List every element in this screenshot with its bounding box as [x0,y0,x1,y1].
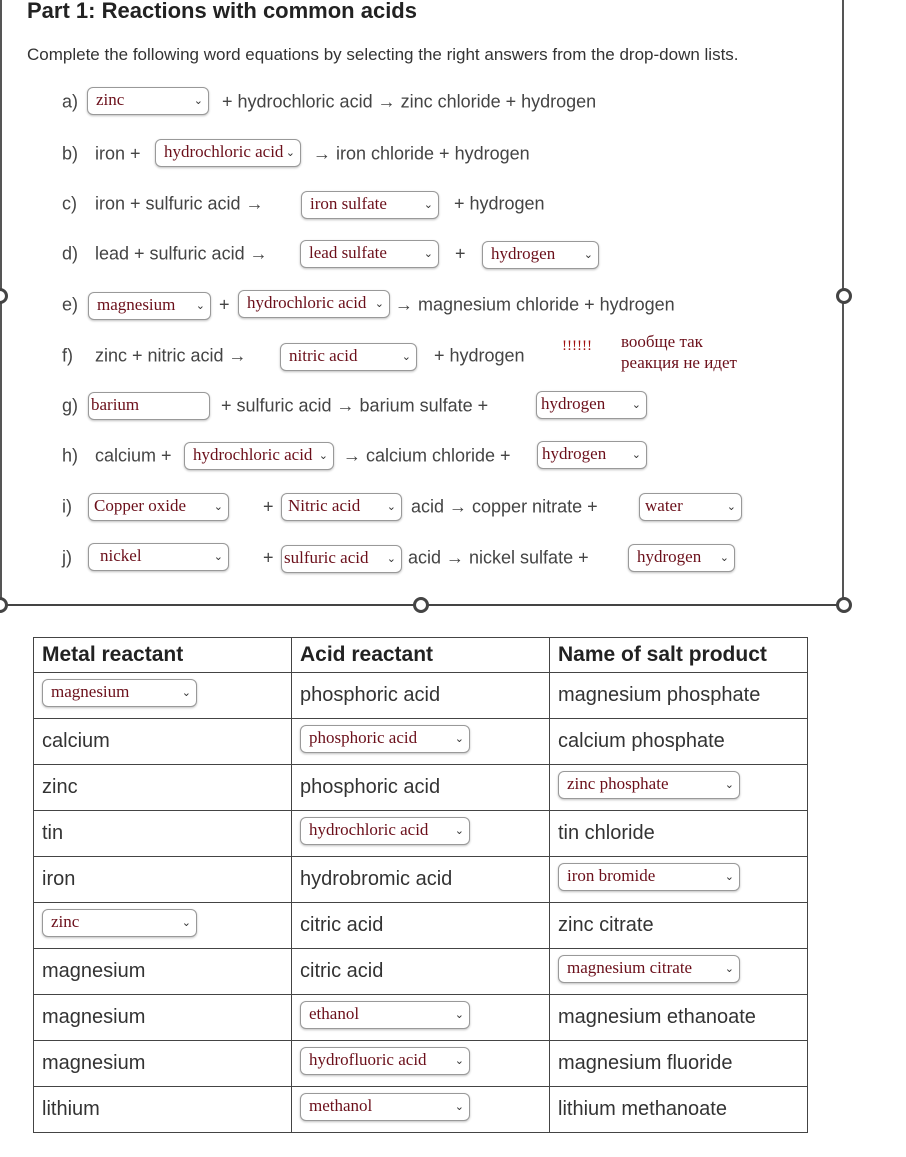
table-cell [292,811,550,857]
chevron-down-icon: ⌄ [726,500,736,513]
eq-label: e) [62,294,79,315]
chevron-down-icon: ⌄ [318,449,328,462]
chevron-down-icon: ⌄ [631,398,641,411]
input-value: barium [91,395,140,414]
eq-text: → magnesium chloride + hydrogen [395,294,675,315]
dropdown-i-2[interactable] [281,493,402,521]
chevron-down-icon: ⌄ [454,1099,464,1113]
table-cell [292,1087,550,1133]
annotation-note [621,331,737,373]
table-cell [34,903,292,949]
chevron-down-icon: ⌄ [719,551,729,564]
dropdown-value: sulfuric acid [284,548,369,567]
annotation-marks: !!!!!! [562,338,592,354]
table-cell [550,673,808,719]
dropdown-value: hydrogen [637,547,702,566]
resize-handle-side-right[interactable] [836,288,852,304]
dropdown-e-1[interactable] [88,292,211,320]
chevron-down-icon: ⌄ [631,448,641,461]
dropdown-i-3[interactable] [639,493,742,521]
eq-text: acid → nickel sulfate + [408,547,589,568]
table-dropdown[interactable] [42,909,197,937]
dropdown-a-1[interactable] [87,87,209,115]
eq-text: iron + [95,143,141,164]
chevron-down-icon: ⌄ [454,823,464,837]
dropdown-value: hydrogen [542,444,607,463]
chevron-down-icon: ⌄ [583,248,593,261]
eq-text: + [219,294,230,315]
eq-label: f) [62,345,73,366]
chevron-down-icon: ⌄ [195,299,205,312]
dropdown-g-1[interactable] [536,391,647,419]
salt-table [33,637,808,1133]
cell-text: magnesium [42,1006,146,1028]
dropdown-j-2[interactable] [281,545,402,573]
chevron-down-icon: ⌄ [181,915,191,929]
dropdown-b-1[interactable] [155,139,301,167]
table-cell [292,949,550,995]
chevron-down-icon: ⌄ [423,247,433,260]
table-dropdown[interactable] [300,725,470,753]
cell-text: calcium phosphate [558,730,725,752]
dropdown-c-1[interactable] [301,191,439,219]
annotation-line: вообще так [621,332,703,351]
instructions: Complete the following word equations by selecting the right answers from the drop-down lists. [27,45,739,64]
cell-text: magnesium ethanoate [558,1006,756,1028]
eq-text: → calcium chloride + [343,445,511,466]
table-row [34,1041,808,1087]
dropdown-d-1[interactable] [300,240,439,268]
table-row [34,1087,808,1133]
chevron-down-icon: ⌄ [213,500,223,513]
eq-text: + sulfuric acid → barium sulfate + [221,395,489,416]
eq-text: lead + sulfuric acid → [95,243,268,264]
eq-label: d) [62,243,79,264]
eq-text: + hydrogen [434,345,525,366]
table-row [34,995,808,1041]
dropdown-value: magnesium [51,681,130,701]
table-row [34,903,808,949]
dropdown-value: hydrogen [541,394,606,413]
eq-text: + [455,243,466,264]
table-row [34,949,808,995]
eq-label: b) [62,143,79,164]
cell-text: phosphoric acid [300,776,441,798]
table-cell [34,949,292,995]
column-header: Acid reactant [292,638,550,673]
column-header: Metal reactant [34,638,292,673]
table-cell [292,995,550,1041]
eq-text: + hydrogen [454,193,545,214]
dropdown-value: hydrochloric acid [193,445,313,464]
table-header-row [34,638,808,673]
chevron-down-icon: ⌄ [193,94,203,107]
table-cell [34,995,292,1041]
eq-label: i) [62,496,72,517]
table-cell [292,673,550,719]
table-cell [550,949,808,995]
cell-text: hydrobromic acid [300,868,453,890]
table-dropdown[interactable] [300,817,470,845]
cell-text: zinc citrate [558,914,654,936]
chevron-down-icon: ⌄ [454,1007,464,1021]
cell-text: citric acid [300,960,384,982]
table-cell [550,811,808,857]
resize-handle-right[interactable] [836,597,852,613]
table-cell [550,1041,808,1087]
eq-label: a) [62,91,79,112]
dropdown-value: Nitric acid [288,496,361,515]
cell-text: phosphoric acid [300,684,441,706]
dropdown-value: magnesium citrate [567,957,693,977]
eq-label: h) [62,445,79,466]
eq-label: c) [62,193,77,214]
eq-text: + [263,496,274,517]
cell-text: calcium [42,730,110,752]
dropdown-value: ethanol [309,1003,360,1023]
table-cell [34,1041,292,1087]
table-cell [34,719,292,765]
table-cell [550,857,808,903]
chevron-down-icon: ⌄ [401,350,411,363]
dropdown-h-1[interactable] [184,442,334,470]
dropdown-i-1[interactable] [88,493,229,521]
cell-text: magnesium fluoride [558,1052,733,1074]
table-cell [292,1041,550,1087]
cell-text: citric acid [300,914,384,936]
dropdown-value: magnesium [97,295,176,314]
cell-text: zinc [42,776,78,798]
table-dropdown[interactable] [300,1001,470,1029]
dropdown-value: nitric acid [289,346,358,365]
chevron-down-icon: ⌄ [454,1053,464,1067]
eq-label: g) [62,395,79,416]
dropdown-value: methanol [309,1095,373,1115]
chevron-down-icon: ⌄ [181,685,191,699]
dropdown-value: zinc phosphate [567,773,669,793]
chevron-down-icon: ⌄ [285,146,295,159]
table-dropdown[interactable] [42,679,197,707]
table-cell [34,857,292,903]
table-row [34,811,808,857]
dropdown-h-2[interactable] [537,441,647,469]
dropdown-value: hydrochloric acid [309,819,429,839]
input-g-1[interactable] [88,392,210,420]
chevron-down-icon: ⌄ [386,552,396,565]
dropdown-value: hydrogen [491,244,556,263]
resize-handle-center[interactable] [413,597,429,613]
dropdown-value: phosphoric acid [309,727,418,747]
table-dropdown[interactable] [558,771,740,799]
dropdown-value: hydrofluoric acid [309,1049,427,1069]
column-header: Name of salt product [550,638,808,673]
dropdown-value: zinc [51,911,80,931]
dropdown-value: hydrochloric acid [247,293,367,312]
table-cell [550,719,808,765]
dropdown-value: zinc [96,90,125,109]
chevron-down-icon: ⌄ [724,869,734,883]
annotation-line: реакция не идет [621,353,737,372]
chevron-down-icon: ⌄ [213,550,223,563]
table-cell [550,765,808,811]
table-dropdown[interactable] [300,1047,470,1075]
chevron-down-icon: ⌄ [454,731,464,745]
chevron-down-icon: ⌄ [724,777,734,791]
chevron-down-icon: ⌄ [423,198,433,211]
cell-text: lithium methanoate [558,1098,727,1120]
table-row [34,857,808,903]
table-cell [292,857,550,903]
eq-text: zinc + nitric acid → [95,345,247,366]
dropdown-e-2[interactable] [238,290,390,318]
table-cell [292,719,550,765]
dropdown-value: iron sulfate [310,194,387,213]
cell-text: tin [42,822,64,844]
cell-text: iron [42,868,76,890]
eq-text: iron + sulfuric acid → [95,193,264,214]
dropdown-value: nickel [100,546,142,565]
dropdown-value: lead sulfate [309,243,387,262]
table-cell [34,811,292,857]
eq-text: calcium + [95,445,172,466]
table-dropdown[interactable] [558,863,740,891]
eq-text: + hydrochloric acid → zinc chloride + hydrogen [222,91,597,112]
table-cell [550,1087,808,1133]
cell-text: magnesium [42,960,146,982]
table-cell [292,903,550,949]
dropdown-d-2[interactable] [482,241,599,269]
dropdown-value: Copper oxide [94,496,187,515]
eq-label: j) [62,547,72,568]
eq-text: + [263,547,274,568]
chevron-down-icon: ⌄ [724,961,734,975]
table-row [34,719,808,765]
eq-text: acid → copper nitrate + [411,496,598,517]
table-cell [34,765,292,811]
cell-text: tin chloride [558,822,655,844]
cell-text: lithium [42,1098,100,1120]
table-cell [550,995,808,1041]
table-cell [34,1087,292,1133]
dropdown-value: water [645,496,683,515]
page-title: Part 1: Reactions with common acids [27,0,417,23]
cell-text: magnesium [42,1052,146,1074]
dropdown-value: hydrochloric acid [164,142,284,161]
dropdown-j-1[interactable] [88,543,229,571]
eq-text: → iron chloride + hydrogen [313,143,530,164]
chevron-down-icon: ⌄ [374,297,384,310]
table-cell [550,903,808,949]
dropdown-j-3[interactable] [628,544,735,572]
table-row [34,673,808,719]
table-dropdown[interactable] [558,955,740,983]
dropdown-f-1[interactable] [280,343,417,371]
table-cell [292,765,550,811]
chevron-down-icon: ⌄ [386,500,396,513]
table-cell [34,673,292,719]
dropdown-value: iron bromide [567,865,656,885]
table-dropdown[interactable] [300,1093,470,1121]
table-row [34,765,808,811]
cell-text: magnesium phosphate [558,684,761,706]
